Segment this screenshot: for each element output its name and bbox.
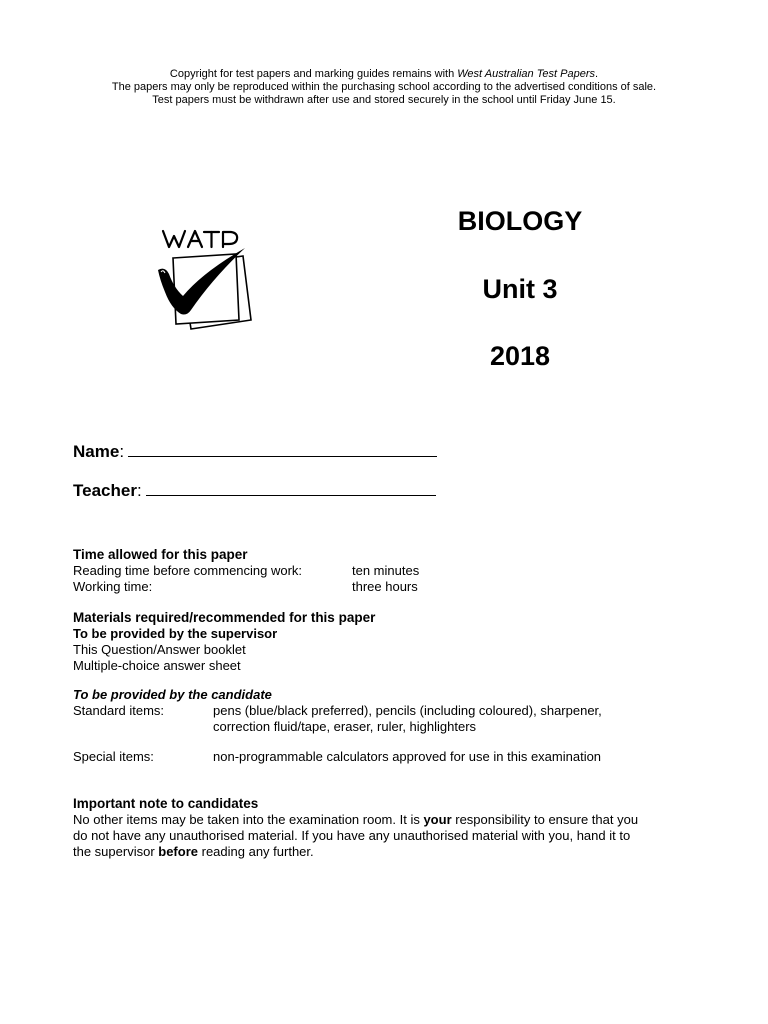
list-item: This Question/Answer booklet xyxy=(73,642,246,657)
standard-items-label: Standard items: xyxy=(73,703,165,718)
special-items-row xyxy=(73,749,713,765)
note-line-2: do not have any unauthorised material. If you have any unauthorised material with you, hand it to xyxy=(73,828,631,843)
copyright-line-2: The papers may only be reproduced within the purchasing school according to the advertised conditions of sale. xyxy=(111,81,657,93)
name-field: Name: xyxy=(73,442,437,462)
special-items-label: Special items: xyxy=(73,749,154,764)
time-row: Reading time before commencing work: ten minutes xyxy=(73,563,420,578)
copyright-notice xyxy=(0,68,768,107)
subject-title: BIOLOGY xyxy=(457,206,583,236)
teacher-input-line[interactable] xyxy=(146,481,436,496)
important-note-heading: Important note to candidates xyxy=(73,796,259,811)
copyright-line-1: Copyright for test papers and marking guides remains with West Australian Test Papers. xyxy=(169,68,599,80)
name-label: Name xyxy=(73,442,120,461)
watp-logo xyxy=(143,212,258,342)
time-allowed-section xyxy=(73,547,713,595)
name-input-line[interactable] xyxy=(128,442,437,457)
list-item: Multiple-choice answer sheet xyxy=(73,658,241,673)
year-title: 2018 xyxy=(489,341,551,371)
unit-title: Unit 3 xyxy=(482,274,558,304)
publisher-name: West Australian Test Papers xyxy=(457,68,596,80)
copyright-line-3: Test papers must be withdrawn after use and stored securely in the school until Friday June 15. xyxy=(152,94,616,106)
materials-section xyxy=(73,610,713,674)
checkmark-on-paper-icon xyxy=(143,212,258,342)
time-allowed-heading: Time allowed for this paper xyxy=(73,547,248,562)
time-row: Working time: three hours xyxy=(73,579,418,594)
teacher-label: Teacher xyxy=(73,481,137,500)
supervisor-heading: To be provided by the supervisor xyxy=(73,626,278,641)
important-note-section xyxy=(73,796,713,860)
standard-items-row xyxy=(73,703,713,735)
candidate-section xyxy=(73,687,713,765)
note-line-1: No other items may be taken into the examination room. It is your responsibility to ensure that you xyxy=(73,812,639,827)
standard-items-value: pens (blue/black preferred), pencils (including coloured), sharpener, correction fluid/tape, eraser, ruler, highlighters xyxy=(213,703,602,734)
special-items-value: non-programmable calculators approved for use in this examination xyxy=(213,749,602,764)
note-line-3: the supervisor before reading any further. xyxy=(73,844,314,859)
materials-heading: Materials required/recommended for this paper xyxy=(73,610,376,625)
candidate-heading: To be provided by the candidate xyxy=(73,687,272,702)
teacher-field: Teacher: xyxy=(73,481,436,501)
